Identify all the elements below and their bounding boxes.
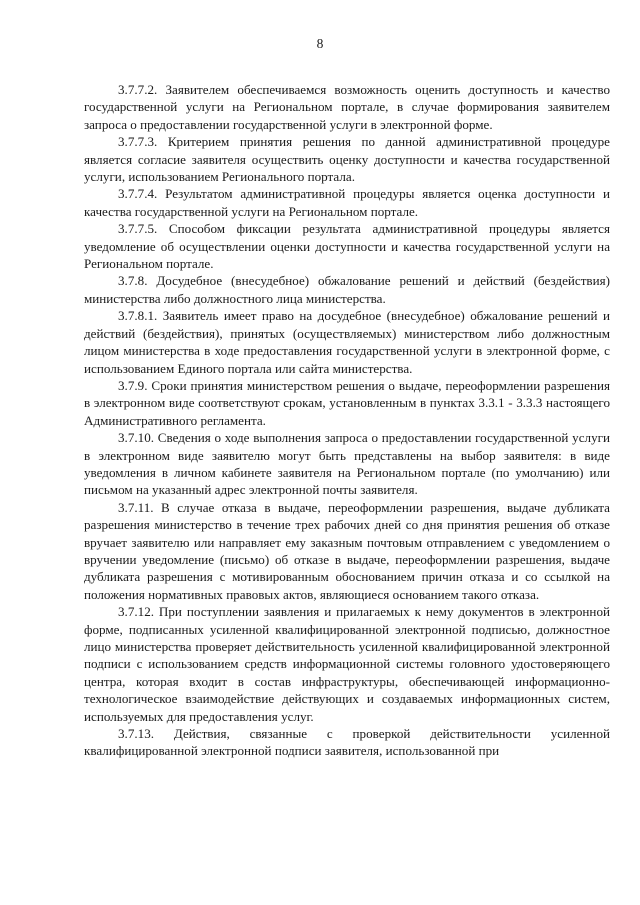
paragraph-3-7-9: 3.7.9. Сроки принятия министерством решения о выдаче, переоформлении разрешения в электронном виде соответствуют срокам, установленным в пунктах 3.3.1 - 3.3.3 настоящего Административного регламента. xyxy=(84,377,610,428)
paragraph-3-7-11: 3.7.11. В случае отказа в выдаче, переоформлении разрешения, выдаче дубликата разрешения министерство в течение трех рабочих дней со дня принятия решения об отказе вручает заявителю или направляет ему заказным почтовым отправлением с уведомлением о вручении уведомление (письмо) об отказе в выдаче, переоформлении разрешения, выдаче дубликата разрешения с мотивированным обоснованием причин отказа и со ссылкой на положения нормативных правовых актов, являющиеся основанием такого отказа. xyxy=(84,499,610,602)
paragraph-3-7-8: 3.7.8. Досудебное (внесудебное) обжалование решений и действий (бездействия) министерства либо должностного лица министерства. xyxy=(84,273,610,306)
paragraph-3-7-10: 3.7.10. Сведения о ходе выполнения запроса о предоставлении государственной услуги в электронном виде заявителю могут быть представлены на выбор заявителя: в виде уведомления в личном кабинете заявителя на Региональном портале (по умолчанию) или письмом на указанный адрес электронной почты заявителя. xyxy=(84,430,610,498)
paragraph-3-7-7-4: 3.7.7.4. Результатом административной процедуры является оценка доступности и качества государственной услуги на Региональном портале. xyxy=(84,186,610,219)
paragraph-3-7-8-1: 3.7.8.1. Заявитель имеет право на досудебное (внесудебное) обжалование решений и действий (бездействия), принятых (осуществляемых) министерством либо должностным лицом министерства в ходе предоставления государственной услуги в электронной форме, с использованием Единого портала или сайта министерства. xyxy=(84,308,610,376)
document-body xyxy=(84,81,610,760)
paragraph-3-7-7-3: 3.7.7.3. Критерием принятия решения по данной административной процедуре является согласие заявителя осуществить оценку доступности и качества государственной услуги, использованием Регионального портала. xyxy=(84,134,610,185)
paragraph-3-7-7-5: 3.7.7.5. Способом фиксации результата административной процедуры является уведомление об осуществлении оценки доступности и качества государственной услуги на Региональном портале. xyxy=(84,221,610,272)
page-number: 8 xyxy=(316,36,324,51)
paragraph-3-7-7-2: 3.7.7.2. Заявителем обеспечиваемся возможность оценить доступность и качество государственной услуги на Региональном портале, в случае формирования заявителем запроса о предоставлении государственной услуги в электронной форме. xyxy=(84,82,610,132)
paragraph-3-7-12: 3.7.12. При поступлении заявления и прилагаемых к нему документов в электронной форме, подписанных усиленной квалифицированной электронной подписью, должностное лицо министерства проверяет действительность усиленной квалифицированной электронной подписи с использованием средств информационной системы головного удостоверяющего центра, которая входит в состав инфраструктуры, обеспечивающей информационно-технологическое взаимодействие действующих и создаваемых информационных систем, используемых для предоставления услуг. xyxy=(84,604,610,724)
paragraph-3-7-13: 3.7.13. Действия, связанные с проверкой действительности усиленной квалифицированной электронной подписи заявителя, использованной при xyxy=(84,726,610,759)
